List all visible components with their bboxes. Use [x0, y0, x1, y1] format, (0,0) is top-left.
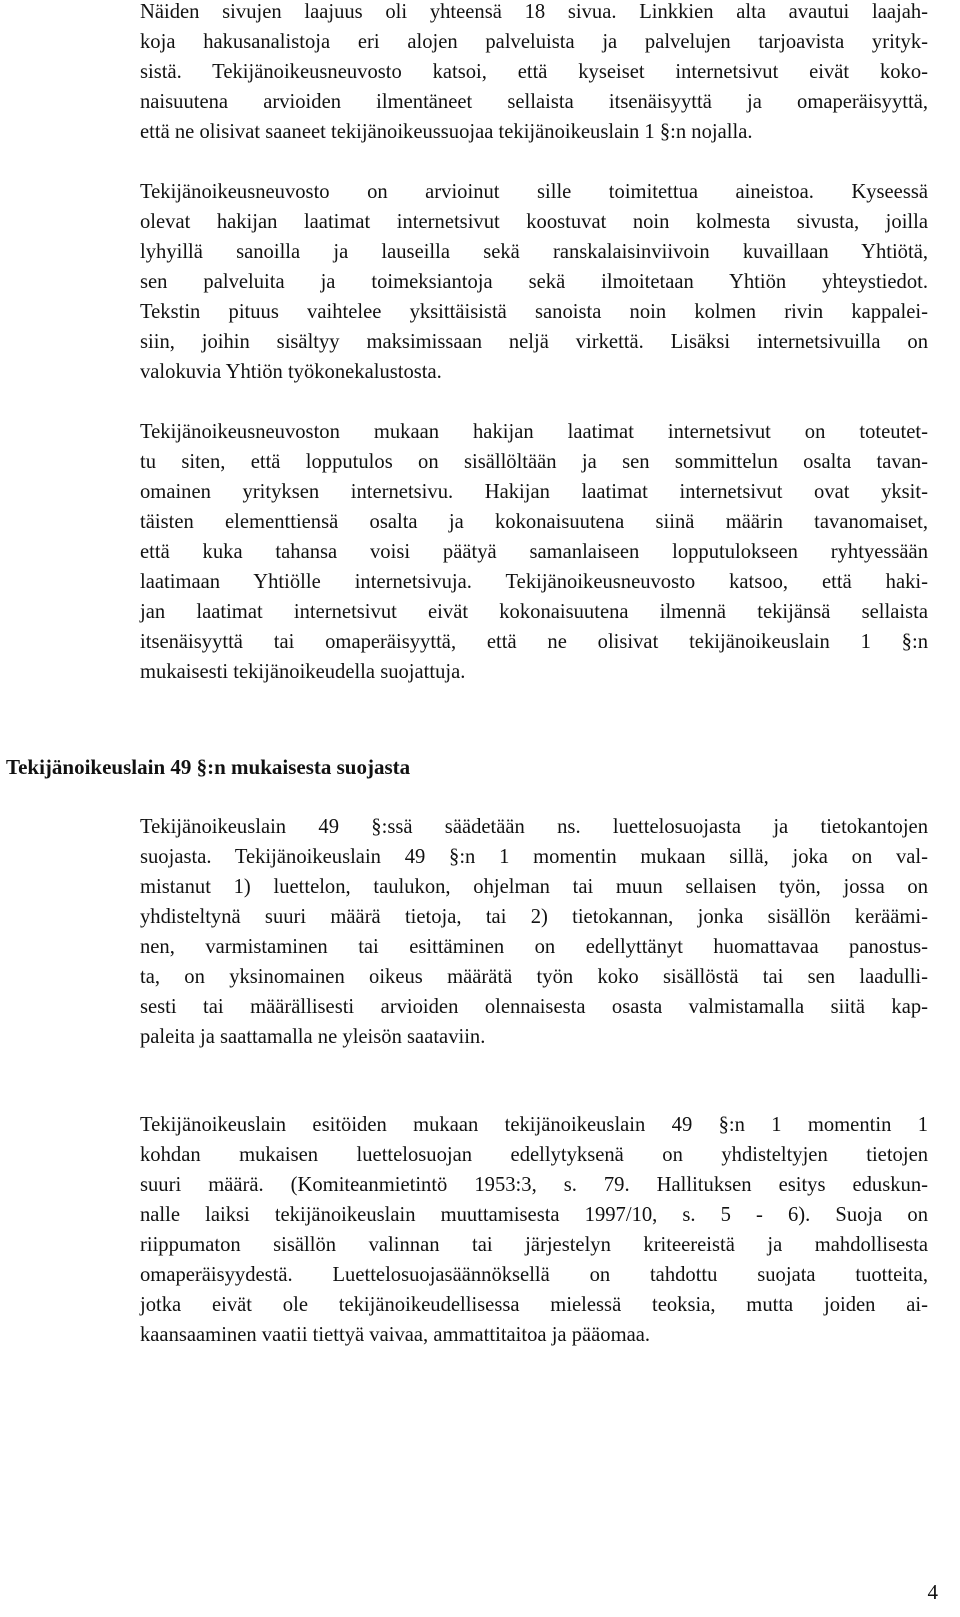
page-number: 4 — [927, 1580, 938, 1604]
paragraph-assessment — [140, 177, 928, 387]
text-line: Tekijänoikeusneuvosto on arvioinut sille toimitettua aineistoa. Kyseessä — [140, 181, 928, 203]
section-heading: Tekijänoikeuslain 49 §:n mukaisesta suojasta — [6, 755, 411, 779]
text-line: mukaisesti tekijänoikeudella suojattuja. — [140, 661, 466, 683]
text-line: mistanut 1) luettelon, taulukon, ohjelman tai muun sellaisen työn, jossa on — [140, 876, 928, 898]
text-line: yhdisteltynä suuri määrä tietoja, tai 2) tietokannan, jonka sisällön keräämi- — [140, 906, 928, 928]
text-line: riippumaton sisällön valinnan tai järjestelyn kriteereistä ja mahdollisesta — [140, 1234, 928, 1256]
text-line: itsenäisyyttä tai omaperäisyyttä, että ne olisivat tekijänoikeuslain 1 §:n — [140, 631, 928, 653]
text-line: omainen yrityksen internetsivu. Hakijan laatimat internetsivut ovat yksit- — [140, 481, 928, 503]
text-line: olevat hakijan laatimat internetsivut koostuvat noin kolmesta sivusta, joilla — [140, 211, 928, 233]
text-line: suojasta. Tekijänoikeuslain 49 §:n 1 momentin mukaan sillä, joka on val- — [140, 846, 928, 868]
text-line: Näiden sivujen laajuus oli yhteensä 18 sivua. Linkkien alta avautui laajah- — [140, 1, 928, 23]
text-line: sen palveluita ja toimeksiantoja sekä ilmoitetaan Yhtiön yhteystiedot. — [140, 271, 928, 293]
paragraph-website-scope — [140, 0, 928, 147]
paragraph-section-49 — [140, 812, 928, 1052]
text-line: Tekijänoikeuslain 49 §:ssä säädetään ns. luettelosuojasta ja tietokantojen — [140, 816, 928, 838]
text-line: jan laatimat internetsivut eivät kokonaisuutena ilmennä tekijänsä sellaista — [140, 601, 928, 623]
paragraph-preparatory-works — [140, 1110, 928, 1350]
text-line: tu siten, että lopputulos on sisällöltään ja sen sommittelun osalta tavan- — [140, 451, 928, 473]
text-line: nen, varmistaminen tai esittäminen on edellyttänyt huomattavaa panostus- — [140, 936, 928, 958]
text-line: Tekijänoikeuslain esitöiden mukaan tekijänoikeuslain 49 §:n 1 momentin 1 — [140, 1114, 928, 1136]
text-line: naisuutena arvioiden ilmentäneet sellaista itsenäisyyttä ja omaperäisyyttä, — [140, 91, 928, 113]
text-line: että kuka tahansa voisi päätyä samanlaiseen lopputulokseen ryhtyessään — [140, 541, 928, 563]
text-line: Tekstin pituus vaihtelee yksittäisistä sanoista noin kolmen rivin kappalei- — [140, 301, 928, 323]
text-line: lyhyillä sanoilla ja lauseilla sekä ranskalaisinviivoin kuvaillaan Yhtiötä, — [140, 241, 928, 263]
text-line: Tekijänoikeusneuvoston mukaan hakijan laatimat internetsivut on toteutet- — [140, 421, 928, 443]
text-line: laatimaan Yhtiölle internetsivuja. Tekijänoikeusneuvosto katsoo, että haki- — [140, 571, 928, 593]
text-line: valokuvia Yhtiön työkonekalustosta. — [140, 361, 442, 383]
text-line: koja hakusanalistoja eri alojen palveluista ja palvelujen tarjoavista yrityk- — [140, 31, 928, 53]
text-line: että ne olisivat saaneet tekijänoikeussuojaa tekijänoikeuslain 1 §:n nojalla. — [140, 121, 753, 143]
text-line: jotka eivät ole tekijänoikeudellisessa mielessä teoksia, mutta joiden ai- — [140, 1294, 928, 1316]
text-line: sistä. Tekijänoikeusneuvosto katsoi, että kyseiset internetsivut eivät koko- — [140, 61, 928, 83]
text-line: omaperäisyydestä. Luettelosuojasäännöksellä on tahdottu suojata tuotteita, — [140, 1264, 928, 1286]
text-line: täisten elementtiensä osalta ja kokonaisuutena siinä määrin tavanomaiset, — [140, 511, 928, 533]
text-line: nalle laiksi tekijänoikeuslain muuttamisesta 1997/10, s. 5 - 6). Suoja on — [140, 1204, 928, 1226]
text-line: kaansaaminen vaatii tiettyä vaivaa, ammattitaitoa ja pääomaa. — [140, 1324, 651, 1346]
paragraph-conclusion — [140, 417, 928, 687]
text-line: paleita ja saattamalla ne yleisön saataviin. — [140, 1026, 486, 1048]
text-line: kohdan mukaisen luettelosuojan edellytyksenä on yhdisteltyjen tietojen — [140, 1144, 928, 1166]
text-line: siin, joihin sisältyy maksimissaan neljä virkettä. Lisäksi internetsivuilla on — [140, 331, 928, 353]
text-line: suuri määrä. (Komiteanmietintö 1953:3, s. 79. Hallituksen esitys eduskun- — [140, 1174, 928, 1196]
text-line: sesti tai määrällisesti arvioiden olennaisesta osasta valmistamalla siitä kap- — [140, 996, 928, 1018]
text-line: ta, on yksinomainen oikeus määrätä työn koko sisällöstä tai sen laadulli- — [140, 966, 928, 988]
